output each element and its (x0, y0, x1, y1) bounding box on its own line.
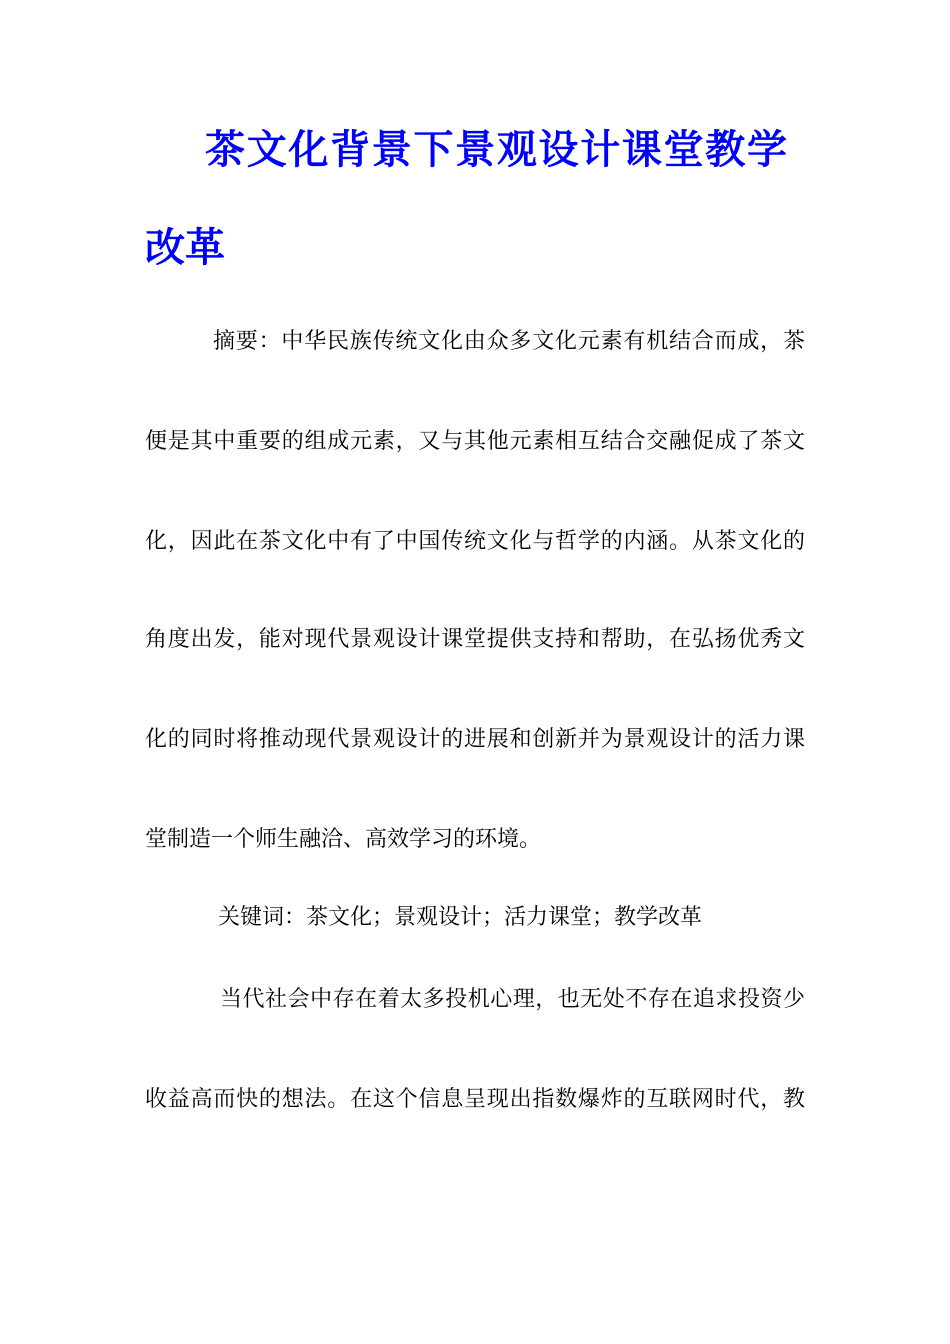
abstract-line: 堂制造一个师生融洽、高效学习的环境。 (145, 827, 542, 852)
abstract-line: 角度出发，能对现代景观设计课堂提供支持和帮助，在弘扬优秀文 (145, 627, 805, 652)
abstract-line: 便是其中重要的组成元素，又与其他元素相互结合交融促成了茶文 (145, 429, 805, 454)
body-line: 当代社会中存在着太多投机心理，也无处不存在追求投资少 (220, 987, 805, 1012)
document-title-line-2: 改革 (145, 225, 225, 271)
body-line: 收益高而快的想法。在这个信息呈现出指数爆炸的互联网时代，教 (145, 1087, 805, 1112)
keywords-line: 关键词：茶文化；景观设计；活力课堂；教学改革 (218, 905, 703, 930)
abstract-line: 摘要：中华民族传统文化由众多文化元素有机结合而成，茶 (213, 329, 805, 354)
abstract-line: 化的同时将推动现代景观设计的进展和创新并为景观设计的活力课 (145, 727, 805, 752)
document-title-line-1: 茶文化背景下景观设计课堂教学 (205, 127, 787, 173)
abstract-line: 化，因此在茶文化中有了中国传统文化与哲学的内涵。从茶文化的 (145, 529, 805, 554)
